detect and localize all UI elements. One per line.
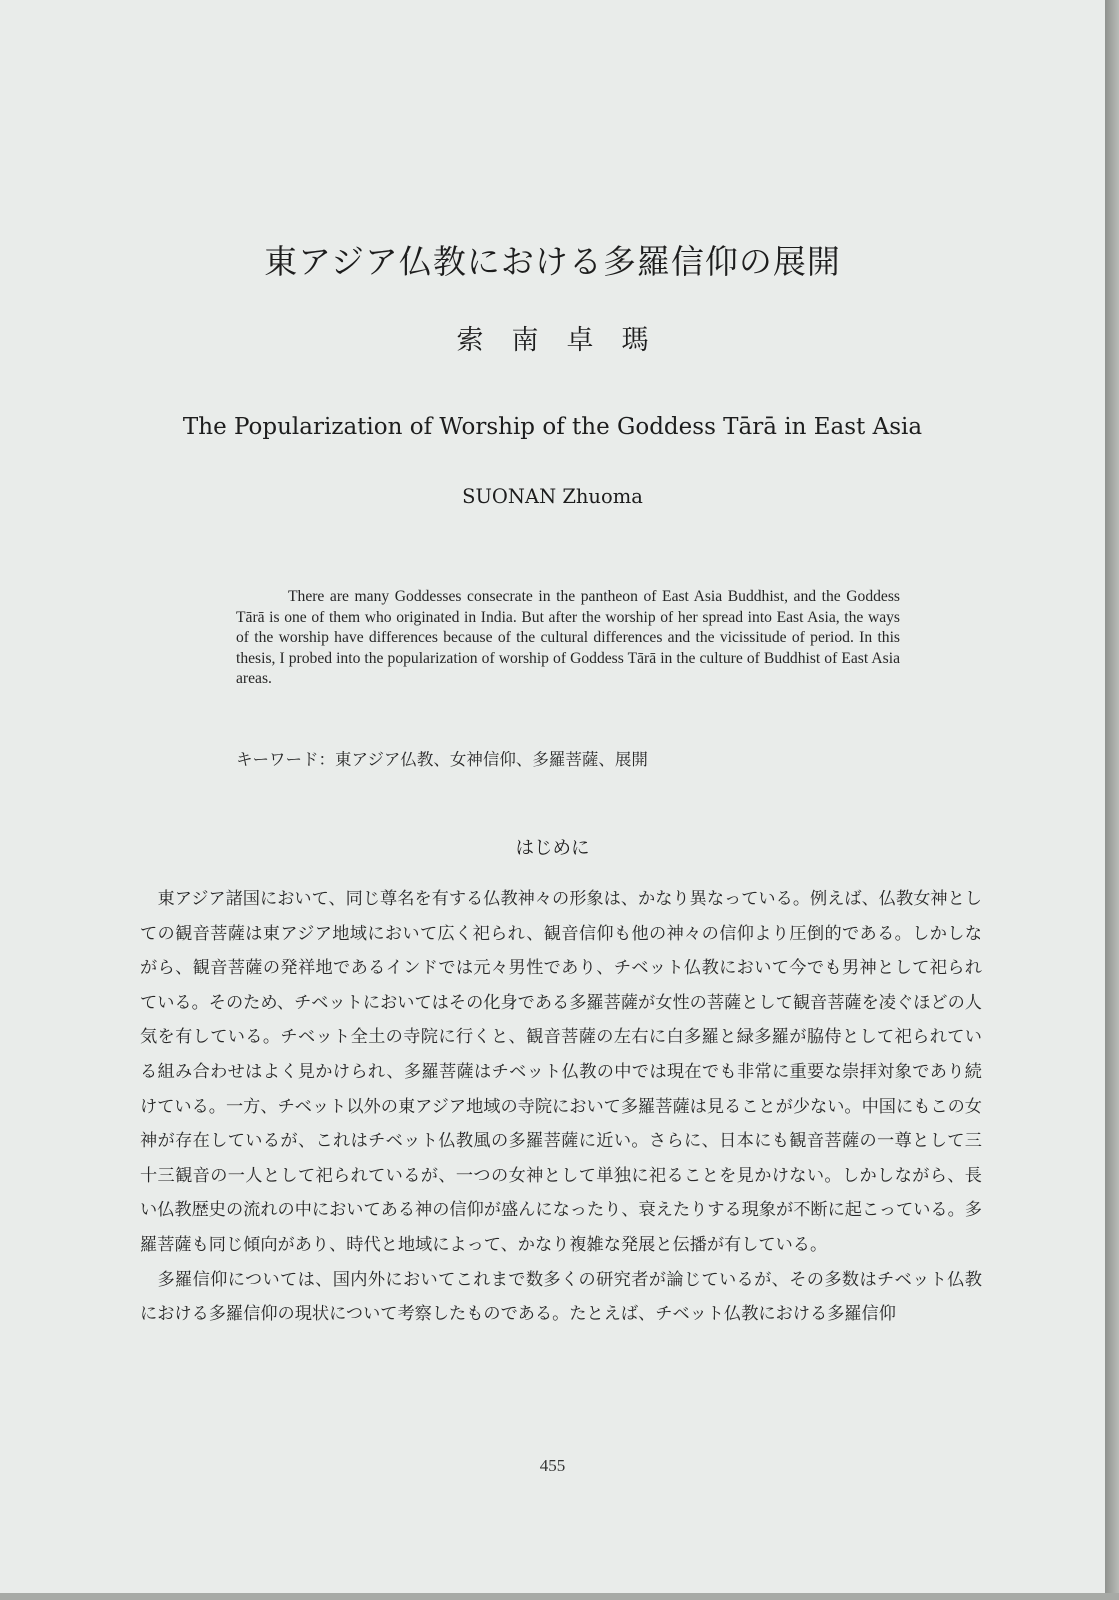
japanese-title: 東アジア仏教における多羅信仰の展開: [264, 242, 841, 281]
english-title: The Popularization of Worship of the Goddess Tārā in East Asia: [182, 414, 923, 440]
section-heading: はじめに: [515, 838, 590, 859]
paragraph: 多羅信仰については、国内外においてこれまで数多くの研究者が論じているが、その多数はチベット仏教における多羅信仰の現状について考察したものである。たとえば、チベット仏教における多羅信仰: [140, 1269, 982, 1325]
abstract: There are many Goddesses consecrate in the pantheon of East Asia Buddhist, and the Goddess Tārā is one of them who originated in India. But after the worship of her spread into East Asia, the ways of the worship have differences because of the cultural differences and the vicissitude of period. In this thesis, I probed into the popularization of worship of Goddess Tārā in the culture of Buddhist of East Asia areas.: [236, 588, 900, 688]
body-text: [140, 882, 982, 1332]
page-bottom-edge: [0, 1593, 1119, 1600]
page-number: 455: [539, 1456, 566, 1475]
english-author: SUONAN Zhuoma: [462, 485, 643, 508]
paragraph: 東アジア諸国において、同じ尊名を有する仏教神々の形象は、かなり異なっている。例えば、仏教女神としての観音菩薩は東アジア地域において広く祀られ、観音信仰も他の神々の信仰より圧倒的である。しかしながら、観音菩薩の発祥地であるインドでは元々男性であり、チベット仏教において今でも男神として祀られている。そのため、チベットにおいてはその化身である多羅菩薩が女性の菩薩として観音菩薩を凌ぐほどの人気を有している。チベット全土の寺院に行くと、観音菩薩の左右に白多羅と緑多羅が脇侍として祀られている組み合わせはよく見かけられ、多羅菩薩はチベット仏教の中では現在でも非常に重要な崇拝対象であり続けている。一方、チベット以外の東アジア地域の寺院において多羅菩薩は見ることが少ない。中国にもこの女神が存在しているが、これはチベット仏教風の多羅菩薩に近い。さらに、日本にも観音菩薩の一尊として三十三観音の一人として祀られているが、一つの女神として単独に祀ることを見かけない。しかしながら、長い仏教歴史の流れの中においてある神の信仰が盛んになったり、衰えたりする現象が不断に起こっている。多羅菩薩も同じ傾向があり、時代と地域によって、かなり複雑な発展と伝播が有している。: [140, 889, 982, 1255]
keywords: キーワード：東アジア仏教、女神信仰、多羅菩薩、展開: [236, 750, 648, 769]
page-edge-shadow: [1105, 0, 1119, 1600]
japanese-author: 索南卓瑪: [456, 325, 677, 356]
